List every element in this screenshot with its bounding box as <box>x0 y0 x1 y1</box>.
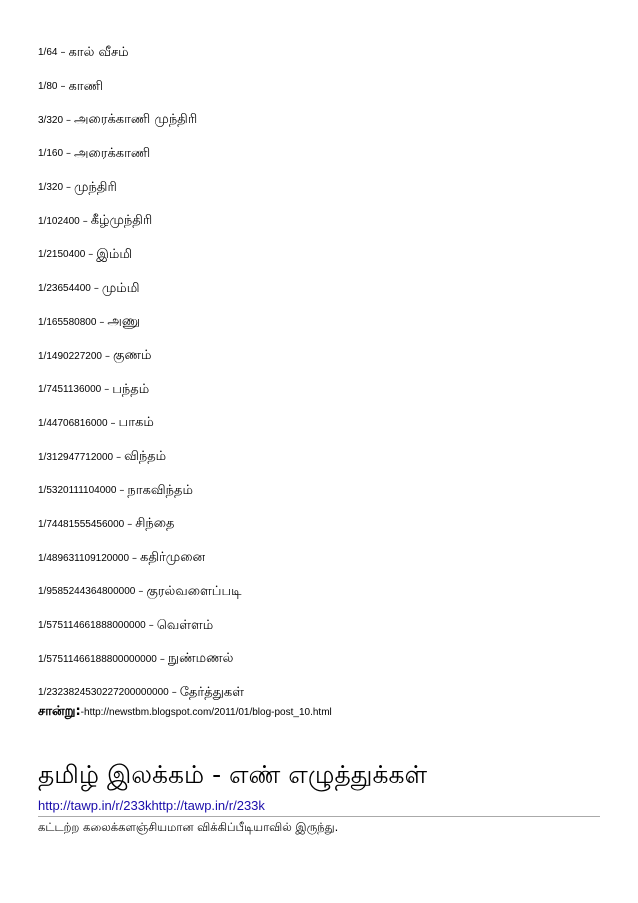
fraction-name: விந்தம் <box>124 449 167 465</box>
fraction-value: 1/575114661888000000 <box>38 620 146 632</box>
fraction-row <box>38 306 244 340</box>
fraction-name: பாகம் <box>118 415 154 431</box>
fraction-row <box>38 609 244 643</box>
dash-separator: – <box>60 47 66 59</box>
fraction-value: 1/102400 <box>38 215 80 227</box>
fraction-value: 1/57511466188800000000 <box>38 653 157 665</box>
fraction-name: கதிர்முனை <box>140 550 206 566</box>
fraction-value: 1/23654400 <box>38 283 91 295</box>
fraction-name: சிந்தை <box>135 516 175 532</box>
fraction-value: 1/1490227200 <box>38 350 102 362</box>
dash-separator: – <box>66 114 72 126</box>
dash-separator: – <box>159 653 165 665</box>
fraction-row <box>38 642 244 676</box>
fraction-name: தேர்த்துகள் <box>179 684 244 700</box>
fraction-value: 1/2323824530227200000000 <box>38 687 169 699</box>
fraction-value: 1/165580800 <box>38 316 97 328</box>
fraction-name: வெள்ளம் <box>156 617 214 633</box>
fraction-name: நுண்மணல் <box>167 651 234 667</box>
dash-separator: – <box>93 283 99 295</box>
source-link[interactable]: http://tawp.in/r/233khttp://tawp.in/r/233k <box>38 798 265 813</box>
fraction-value: 1/74481555456000 <box>38 518 125 530</box>
fraction-value: 1/2150400 <box>38 249 86 261</box>
fraction-row <box>38 339 244 373</box>
fraction-row <box>38 70 244 104</box>
dash-separator: – <box>148 620 154 632</box>
dash-separator: – <box>138 586 144 598</box>
dash-separator: – <box>82 215 88 227</box>
wikipedia-caption: கட்டற்ற கலைக்களஞ்சியமான விக்கிப்பீடியாவில் இருந்து. <box>38 820 339 834</box>
dash-separator: – <box>104 350 110 362</box>
fraction-row <box>38 103 244 137</box>
fraction-value: 1/489631109120000 <box>38 552 130 564</box>
fraction-value: 1/5320111104000 <box>38 485 117 497</box>
dash-separator: – <box>119 485 125 497</box>
fraction-name: காணி <box>68 78 103 94</box>
dash-separator: – <box>110 417 116 429</box>
fraction-name: நாகவிந்தம் <box>127 482 193 498</box>
dash-separator: – <box>104 384 110 396</box>
divider <box>38 816 600 817</box>
fraction-list <box>38 36 244 710</box>
dash-separator: – <box>88 249 94 261</box>
fraction-name: இம்மி <box>96 246 133 262</box>
fraction-value: 3/320 <box>38 114 64 126</box>
fraction-row <box>38 238 244 272</box>
dash-separator: – <box>127 518 133 530</box>
fraction-name: கீழ்முந்திரி <box>90 213 153 229</box>
source-url: -http://newstbm.blogspot.com/2011/01/blog-post_10.html <box>80 706 332 718</box>
fraction-value: 1/9585244364800000 <box>38 586 136 598</box>
dash-separator: – <box>60 81 66 93</box>
fraction-row <box>38 204 244 238</box>
fraction-name: மும்மி <box>101 280 140 296</box>
dash-separator: – <box>99 316 105 328</box>
fraction-row <box>38 474 244 508</box>
fraction-value: 1/80 <box>38 81 58 93</box>
fraction-row <box>38 137 244 171</box>
fraction-name: அரைக்காணி முந்திரி <box>74 112 198 128</box>
page-heading: தமிழ் இலக்கம் - எண் எழுத்துக்கள் <box>38 760 428 789</box>
fraction-name: குரல்வளைப்படி <box>146 583 242 599</box>
dash-separator: – <box>171 687 177 699</box>
fraction-name: அணு <box>107 314 141 330</box>
dash-separator: – <box>132 552 138 564</box>
fraction-value: 1/64 <box>38 47 58 59</box>
fraction-row <box>38 541 244 575</box>
dash-separator: – <box>66 148 72 160</box>
fraction-row <box>38 171 244 205</box>
fraction-name: பந்தம் <box>112 381 150 397</box>
fraction-value: 1/312947712000 <box>38 451 114 463</box>
fraction-row <box>38 373 244 407</box>
fraction-value: 1/160 <box>38 148 64 160</box>
source-label: சான்று: <box>38 704 81 719</box>
fraction-name: முந்திரி <box>74 179 117 195</box>
fraction-name: குணம் <box>112 348 152 364</box>
fraction-row <box>38 575 244 609</box>
source-line <box>38 704 332 720</box>
fraction-value: 1/7451136000 <box>38 384 102 396</box>
fraction-value: 1/44706816000 <box>38 417 108 429</box>
fraction-name: கால் வீசம் <box>68 44 129 60</box>
dash-separator: – <box>116 451 122 463</box>
fraction-row <box>38 508 244 542</box>
dash-separator: – <box>66 182 72 194</box>
fraction-value: 1/320 <box>38 182 64 194</box>
fraction-name: அரைக்காணி <box>74 145 151 161</box>
fraction-row <box>38 272 244 306</box>
fraction-row <box>38 440 244 474</box>
fraction-row <box>38 407 244 441</box>
fraction-row <box>38 36 244 70</box>
